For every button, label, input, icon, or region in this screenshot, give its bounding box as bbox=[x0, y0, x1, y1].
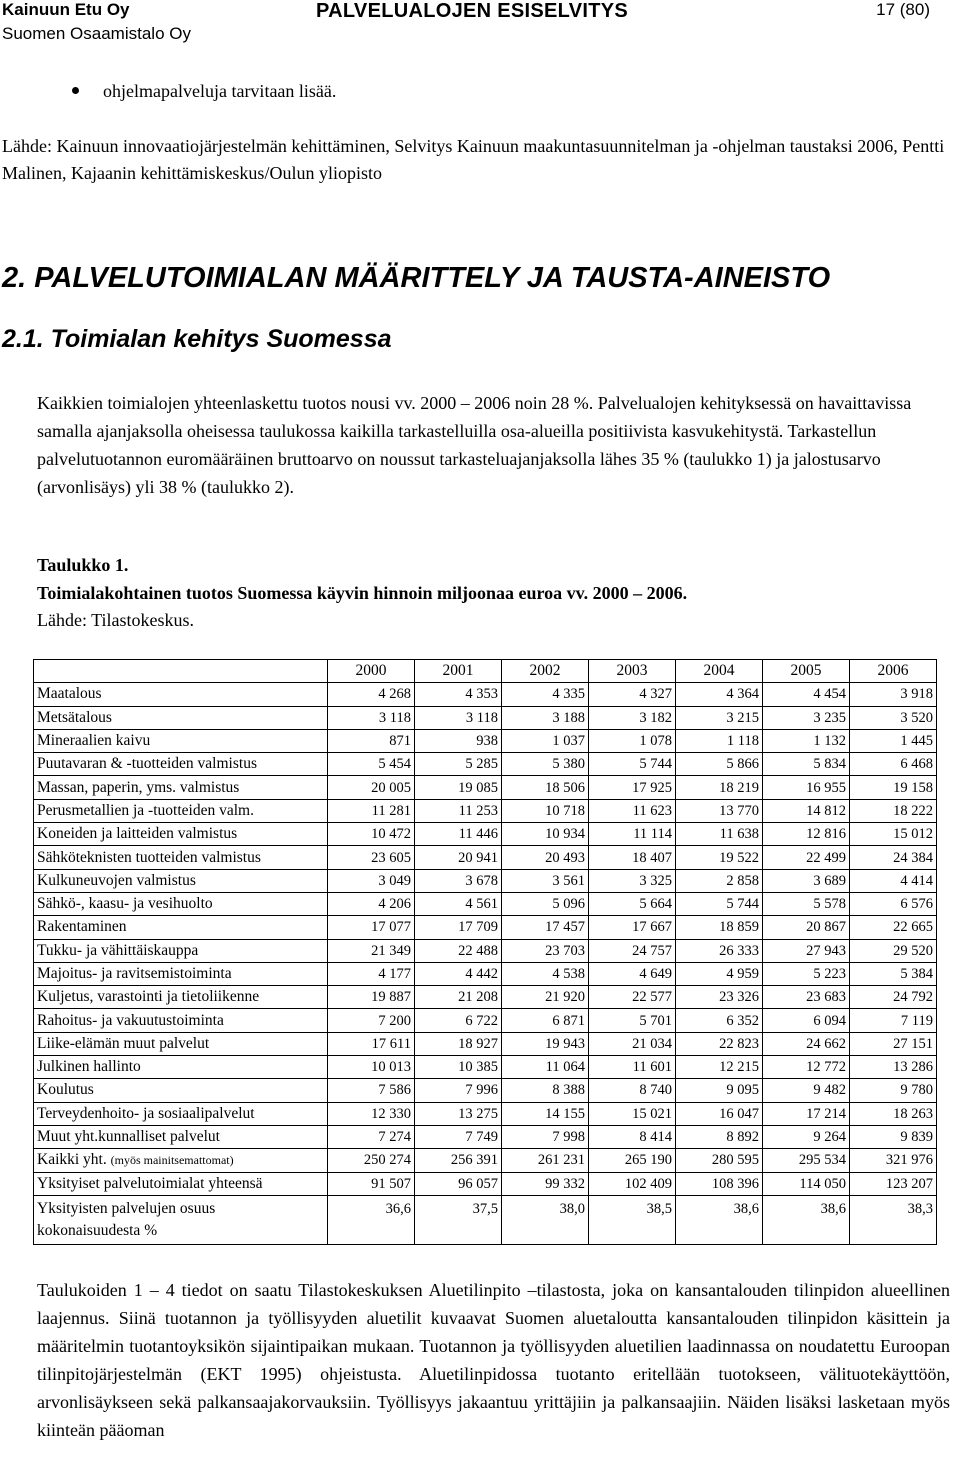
row-label-cell bbox=[34, 1079, 328, 1102]
value-cell: 12 330 bbox=[328, 1102, 415, 1125]
value-cell: 4 442 bbox=[415, 962, 502, 985]
table-row bbox=[34, 823, 937, 846]
value-cell: 3 689 bbox=[763, 869, 850, 892]
value-cell: 8 740 bbox=[589, 1079, 676, 1102]
value-cell: 3 918 bbox=[850, 683, 937, 706]
value-cell: 321 976 bbox=[850, 1149, 937, 1172]
row-label: Sähköteknisten tuotteiden valmistus bbox=[37, 848, 261, 866]
value-cell: 18 263 bbox=[850, 1102, 937, 1125]
table-row bbox=[34, 776, 937, 799]
value-cell: 22 823 bbox=[676, 1032, 763, 1055]
value-cell: 114 050 bbox=[763, 1172, 850, 1195]
row-label-cell bbox=[34, 1172, 328, 1195]
value-cell: 5 384 bbox=[850, 962, 937, 985]
row-label-note: (myös mainitsemattomat) bbox=[110, 1153, 234, 1168]
table-row bbox=[34, 869, 937, 892]
row-label: Massan, paperin, yms. valmistus bbox=[37, 778, 240, 796]
value-cell: 4 649 bbox=[589, 962, 676, 985]
year-header-cell: 2006 bbox=[850, 660, 937, 683]
value-cell: 3 118 bbox=[328, 706, 415, 729]
table-row bbox=[34, 1056, 937, 1079]
page-number: 17 (80) bbox=[876, 0, 930, 19]
value-cell: 11 114 bbox=[589, 823, 676, 846]
row-label-cell bbox=[34, 939, 328, 962]
value-cell: 91 507 bbox=[328, 1172, 415, 1195]
value-cell: 20 493 bbox=[502, 846, 589, 869]
value-cell: 26 333 bbox=[676, 939, 763, 962]
row-label: Liike-elämän muut palvelut bbox=[37, 1034, 210, 1052]
row-label: Koulutus bbox=[37, 1081, 94, 1099]
share-value-cell: 38,6 bbox=[763, 1195, 850, 1244]
value-cell: 20 005 bbox=[328, 776, 415, 799]
value-cell: 24 792 bbox=[850, 986, 937, 1009]
value-cell: 11 446 bbox=[415, 823, 502, 846]
row-label-cell bbox=[34, 706, 328, 729]
value-cell: 7 998 bbox=[502, 1125, 589, 1148]
value-cell: 11 281 bbox=[328, 799, 415, 822]
value-cell: 21 920 bbox=[502, 986, 589, 1009]
value-cell: 21 349 bbox=[328, 939, 415, 962]
header-company: Kainuun Etu Oy bbox=[2, 0, 130, 19]
value-cell: 9 095 bbox=[676, 1079, 763, 1102]
row-label: Kaikki yht. bbox=[37, 1151, 107, 1169]
value-cell: 10 934 bbox=[502, 823, 589, 846]
value-cell: 4 364 bbox=[676, 683, 763, 706]
value-cell: 3 235 bbox=[763, 706, 850, 729]
value-cell: 22 488 bbox=[415, 939, 502, 962]
row-label: Tukku- ja vähittäiskauppa bbox=[37, 941, 199, 959]
value-cell: 18 222 bbox=[850, 799, 937, 822]
value-cell: 22 577 bbox=[589, 986, 676, 1009]
value-cell: 3 118 bbox=[415, 706, 502, 729]
value-cell: 11 064 bbox=[502, 1056, 589, 1079]
year-header-cell: 2000 bbox=[328, 660, 415, 683]
value-cell: 8 388 bbox=[502, 1079, 589, 1102]
value-cell: 19 887 bbox=[328, 986, 415, 1009]
share-value-cell: 38,6 bbox=[676, 1195, 763, 1244]
table-row bbox=[34, 1032, 937, 1055]
output-table bbox=[33, 659, 937, 1245]
value-cell: 9 839 bbox=[850, 1125, 937, 1148]
value-cell: 10 718 bbox=[502, 799, 589, 822]
value-cell: 3 182 bbox=[589, 706, 676, 729]
table-row bbox=[34, 1079, 937, 1102]
value-cell: 17 709 bbox=[415, 916, 502, 939]
value-cell: 3 188 bbox=[502, 706, 589, 729]
table-source: Lähde: Tilastokeskus. bbox=[37, 610, 195, 630]
bullet-item bbox=[72, 81, 336, 102]
year-header-cell: 2001 bbox=[415, 660, 502, 683]
table-row bbox=[34, 962, 937, 985]
row-label-cell bbox=[34, 892, 328, 915]
value-cell: 13 770 bbox=[676, 799, 763, 822]
row-label-cell bbox=[34, 869, 328, 892]
row-label-cell bbox=[34, 986, 328, 1009]
value-cell: 4 561 bbox=[415, 892, 502, 915]
value-cell: 18 219 bbox=[676, 776, 763, 799]
table-row bbox=[34, 986, 937, 1009]
value-cell: 5 380 bbox=[502, 753, 589, 776]
value-cell: 19 158 bbox=[850, 776, 937, 799]
value-cell: 8 414 bbox=[589, 1125, 676, 1148]
row-label-cell bbox=[34, 1032, 328, 1055]
table-row bbox=[34, 1149, 937, 1172]
table-row bbox=[34, 939, 937, 962]
value-cell: 4 538 bbox=[502, 962, 589, 985]
value-cell: 6 352 bbox=[676, 1009, 763, 1032]
value-cell: 19 522 bbox=[676, 846, 763, 869]
table-row bbox=[34, 683, 937, 706]
value-cell: 5 285 bbox=[415, 753, 502, 776]
row-label: Muut yht.kunnalliset palvelut bbox=[37, 1128, 220, 1146]
table-title: Toimialakohtainen tuotos Suomessa käyvin hinnoin miljoonaa euroa vv. 2000 – 2006. bbox=[37, 583, 688, 603]
value-cell: 6 722 bbox=[415, 1009, 502, 1032]
table-row bbox=[34, 1009, 937, 1032]
intro-paragraph: Kaikkien toimialojen yhteenlaskettu tuotos nousi vv. 2000 – 2006 noin 28 %. Palvelualojen kehityksessä on havaittavissa samalla ajanjaksolla oheisessa taulukossa kaikilla tarkastelluilla osa-alueilla positiivista kasvukehitystä. Tarkastellun palvelutuotannon euromääräinen bruttoarvo on noussut tarkasteluajanjaksolla lähes 35 % (taulukko 1) ja jalostusarvo (arvonlisäys) yli 38 % (taulukko 2). bbox=[37, 393, 912, 497]
table-row bbox=[34, 753, 937, 776]
value-cell: 17 214 bbox=[763, 1102, 850, 1125]
share-row bbox=[34, 1195, 937, 1244]
value-cell: 18 506 bbox=[502, 776, 589, 799]
value-cell: 12 772 bbox=[763, 1056, 850, 1079]
value-cell: 1 445 bbox=[850, 729, 937, 752]
table-header-row bbox=[34, 660, 937, 683]
row-label-cell bbox=[34, 962, 328, 985]
value-cell: 5 664 bbox=[589, 892, 676, 915]
row-label: Mineraalien kaivu bbox=[37, 732, 151, 750]
table-row bbox=[34, 706, 937, 729]
value-cell: 13 275 bbox=[415, 1102, 502, 1125]
value-cell: 11 601 bbox=[589, 1056, 676, 1079]
year-header-cell: 2005 bbox=[763, 660, 850, 683]
value-cell: 5 701 bbox=[589, 1009, 676, 1032]
value-cell: 3 678 bbox=[415, 869, 502, 892]
share-label-line2: kokonaisuudesta % bbox=[37, 1221, 158, 1239]
value-cell: 5 223 bbox=[763, 962, 850, 985]
value-cell: 10 472 bbox=[328, 823, 415, 846]
value-cell: 7 274 bbox=[328, 1125, 415, 1148]
value-cell: 12 816 bbox=[763, 823, 850, 846]
value-cell: 3 561 bbox=[502, 869, 589, 892]
row-label: Maatalous bbox=[37, 685, 102, 703]
value-cell: 96 057 bbox=[415, 1172, 502, 1195]
value-cell: 8 892 bbox=[676, 1125, 763, 1148]
value-cell: 5 866 bbox=[676, 753, 763, 776]
value-cell: 27 151 bbox=[850, 1032, 937, 1055]
value-cell: 16 955 bbox=[763, 776, 850, 799]
row-label-cell bbox=[34, 1125, 328, 1148]
value-cell: 250 274 bbox=[328, 1149, 415, 1172]
row-label: Rahoitus- ja vakuutustoiminta bbox=[37, 1011, 224, 1029]
value-cell: 871 bbox=[328, 729, 415, 752]
value-cell: 1 078 bbox=[589, 729, 676, 752]
row-label-cell bbox=[34, 799, 328, 822]
row-label: Perusmetallien ja -tuotteiden valm. bbox=[37, 801, 254, 819]
row-label: Yksityiset palvelutoimialat yhteensä bbox=[37, 1174, 263, 1192]
value-cell: 4 177 bbox=[328, 962, 415, 985]
value-cell: 19 943 bbox=[502, 1032, 589, 1055]
value-cell: 15 012 bbox=[850, 823, 937, 846]
value-cell: 5 834 bbox=[763, 753, 850, 776]
value-cell: 5 744 bbox=[589, 753, 676, 776]
value-cell: 99 332 bbox=[502, 1172, 589, 1195]
value-cell: 108 396 bbox=[676, 1172, 763, 1195]
value-cell: 14 155 bbox=[502, 1102, 589, 1125]
value-cell: 11 623 bbox=[589, 799, 676, 822]
value-cell: 4 206 bbox=[328, 892, 415, 915]
value-cell: 261 231 bbox=[502, 1149, 589, 1172]
value-cell: 9 264 bbox=[763, 1125, 850, 1148]
value-cell: 2 858 bbox=[676, 869, 763, 892]
value-cell: 6 871 bbox=[502, 1009, 589, 1032]
value-cell: 20 941 bbox=[415, 846, 502, 869]
year-header-cell: 2003 bbox=[589, 660, 676, 683]
row-label: Puutavaran & -tuotteiden valmistus bbox=[37, 755, 257, 773]
table-row bbox=[34, 892, 937, 915]
value-cell: 20 867 bbox=[763, 916, 850, 939]
value-cell: 295 534 bbox=[763, 1149, 850, 1172]
bullet-icon bbox=[72, 87, 79, 94]
value-cell: 29 520 bbox=[850, 939, 937, 962]
value-cell: 6 094 bbox=[763, 1009, 850, 1032]
value-cell: 3 215 bbox=[676, 706, 763, 729]
value-cell: 11 253 bbox=[415, 799, 502, 822]
year-header-cell: 2004 bbox=[676, 660, 763, 683]
value-cell: 6 468 bbox=[850, 753, 937, 776]
row-label-cell bbox=[34, 916, 328, 939]
value-cell: 7 749 bbox=[415, 1125, 502, 1148]
value-cell: 18 407 bbox=[589, 846, 676, 869]
value-cell: 22 499 bbox=[763, 846, 850, 869]
value-cell: 4 327 bbox=[589, 683, 676, 706]
value-cell: 23 683 bbox=[763, 986, 850, 1009]
table-row bbox=[34, 846, 937, 869]
value-cell: 4 414 bbox=[850, 869, 937, 892]
value-cell: 256 391 bbox=[415, 1149, 502, 1172]
value-cell: 4 353 bbox=[415, 683, 502, 706]
row-label: Julkinen hallinto bbox=[37, 1058, 141, 1076]
share-label-cell bbox=[34, 1195, 328, 1244]
share-value-cell: 36,6 bbox=[328, 1195, 415, 1244]
value-cell: 9 482 bbox=[763, 1079, 850, 1102]
value-cell: 7 586 bbox=[328, 1079, 415, 1102]
share-value-cell: 38,0 bbox=[502, 1195, 589, 1244]
value-cell: 27 943 bbox=[763, 939, 850, 962]
value-cell: 280 595 bbox=[676, 1149, 763, 1172]
row-label-cell bbox=[34, 1102, 328, 1125]
row-label-cell bbox=[34, 1056, 328, 1079]
value-cell: 17 611 bbox=[328, 1032, 415, 1055]
value-cell: 10 013 bbox=[328, 1056, 415, 1079]
value-cell: 12 215 bbox=[676, 1056, 763, 1079]
value-cell: 18 859 bbox=[676, 916, 763, 939]
value-cell: 14 812 bbox=[763, 799, 850, 822]
value-cell: 1 118 bbox=[676, 729, 763, 752]
row-label-cell bbox=[34, 823, 328, 846]
share-value-cell: 38,5 bbox=[589, 1195, 676, 1244]
value-cell: 5 454 bbox=[328, 753, 415, 776]
table-row bbox=[34, 799, 937, 822]
value-cell: 18 927 bbox=[415, 1032, 502, 1055]
bullet-text: ohjelmapalveluja tarvitaan lisää. bbox=[103, 81, 337, 101]
header-title: PALVELUALOJEN ESISELVITYS bbox=[316, 0, 628, 22]
value-cell: 3 325 bbox=[589, 869, 676, 892]
value-cell: 4 335 bbox=[502, 683, 589, 706]
value-cell: 5 744 bbox=[676, 892, 763, 915]
row-label-cell bbox=[34, 846, 328, 869]
table-row bbox=[34, 1125, 937, 1148]
value-cell: 4 959 bbox=[676, 962, 763, 985]
value-cell: 3 049 bbox=[328, 869, 415, 892]
value-cell: 17 667 bbox=[589, 916, 676, 939]
table-label: Taulukko 1. bbox=[37, 555, 129, 575]
row-label: Koneiden ja laitteiden valmistus bbox=[37, 825, 238, 843]
value-cell: 7 996 bbox=[415, 1079, 502, 1102]
table-row bbox=[34, 1102, 937, 1125]
value-cell: 9 780 bbox=[850, 1079, 937, 1102]
value-cell: 21 034 bbox=[589, 1032, 676, 1055]
value-cell: 3 520 bbox=[850, 706, 937, 729]
value-cell: 4 454 bbox=[763, 683, 850, 706]
row-label: Majoitus- ja ravitsemistoiminta bbox=[37, 965, 232, 982]
value-cell: 5 096 bbox=[502, 892, 589, 915]
value-cell: 24 384 bbox=[850, 846, 937, 869]
value-cell: 265 190 bbox=[589, 1149, 676, 1172]
share-value-cell: 37,5 bbox=[415, 1195, 502, 1244]
row-label-cell bbox=[34, 1149, 328, 1172]
value-cell: 17 077 bbox=[328, 916, 415, 939]
table-row bbox=[34, 916, 937, 939]
value-cell: 5 578 bbox=[763, 892, 850, 915]
subsection-heading: 2.1. Toimialan kehitys Suomessa bbox=[2, 325, 392, 353]
value-cell: 938 bbox=[415, 729, 502, 752]
year-header-cell: 2002 bbox=[502, 660, 589, 683]
value-cell: 21 208 bbox=[415, 986, 502, 1009]
value-cell: 23 326 bbox=[676, 986, 763, 1009]
value-cell: 6 576 bbox=[850, 892, 937, 915]
table-corner-cell bbox=[34, 660, 328, 683]
table-row bbox=[34, 729, 937, 752]
source-note: Lähde: Kainuun innovaatiojärjestelmän kehittäminen, Selvitys Kainuun maakuntasuunnitelman ja -ohjelman taustaksi 2006, Pentti Malinen, Kajaanin kehittämiskeskus/Oulun yliopisto bbox=[2, 136, 945, 183]
header-subcompany: Suomen Osaamistalo Oy bbox=[2, 24, 191, 43]
value-cell: 23 605 bbox=[328, 846, 415, 869]
section-heading: 2. PALVELUTOIMIALAN MÄÄRITTELY JA TAUSTA-AINEISTO bbox=[2, 262, 831, 294]
row-label-cell bbox=[34, 729, 328, 752]
value-cell: 16 047 bbox=[676, 1102, 763, 1125]
table-row bbox=[34, 1172, 937, 1195]
value-cell: 22 665 bbox=[850, 916, 937, 939]
value-cell: 123 207 bbox=[850, 1172, 937, 1195]
row-label: Metsätalous bbox=[37, 708, 112, 726]
row-label: Kulkuneuvojen valmistus bbox=[37, 871, 196, 889]
share-value-cell: 38,3 bbox=[850, 1195, 937, 1244]
value-cell: 17 925 bbox=[589, 776, 676, 799]
value-cell: 11 638 bbox=[676, 823, 763, 846]
row-label-cell bbox=[34, 753, 328, 776]
value-cell: 19 085 bbox=[415, 776, 502, 799]
share-label-line1: Yksityisten palvelujen osuus bbox=[37, 1199, 216, 1217]
value-cell: 7 200 bbox=[328, 1009, 415, 1032]
value-cell: 4 268 bbox=[328, 683, 415, 706]
row-label-cell bbox=[34, 776, 328, 799]
value-cell: 13 286 bbox=[850, 1056, 937, 1079]
row-label: Sähkö-, kaasu- ja vesihuolto bbox=[37, 895, 213, 913]
value-cell: 15 021 bbox=[589, 1102, 676, 1125]
value-cell: 1 132 bbox=[763, 729, 850, 752]
row-label: Rakentaminen bbox=[37, 918, 127, 936]
value-cell: 10 385 bbox=[415, 1056, 502, 1079]
row-label-cell bbox=[34, 683, 328, 706]
value-cell: 24 662 bbox=[763, 1032, 850, 1055]
value-cell: 7 119 bbox=[850, 1009, 937, 1032]
row-label: Kuljetus, varastointi ja tietoliikenne bbox=[37, 988, 260, 1006]
closing-paragraph: Taulukoiden 1 – 4 tiedot on saatu Tilastokeskuksen Aluetilinpito –tilastosta, joka on kansantalouden tilinpidon alueellinen laajennus. Siinä tuotannon ja työllisyyden aluetilit kuvaavat Suomen aluetaloutta kansantalouden tilinpidon käsittein ja määritelmin tuotantoyksikön sijaintipaikan mukaan. Tuotannon ja työllisyyden aluetilien laadinnassa on noudatettu Euroopan tilinpitojärjestelmän (EKT 1995) ohjeistusta. Aluetilinpidossa tuotanto eritellään tuotokseen, välituotekäyttöön, arvonlisäykseen sekä palkansaajakorvauksiin. Työllisyys jakaantuu yrittäjiin ja palkansaajiin. Näiden lisäksi lasketaan myös kiinteän pääoman bbox=[37, 1280, 950, 1440]
value-cell: 23 703 bbox=[502, 939, 589, 962]
value-cell: 1 037 bbox=[502, 729, 589, 752]
value-cell: 102 409 bbox=[589, 1172, 676, 1195]
value-cell: 24 757 bbox=[589, 939, 676, 962]
value-cell: 17 457 bbox=[502, 916, 589, 939]
row-label: Terveydenhoito- ja sosiaalipalvelut bbox=[37, 1104, 255, 1122]
row-label-cell bbox=[34, 1009, 328, 1032]
